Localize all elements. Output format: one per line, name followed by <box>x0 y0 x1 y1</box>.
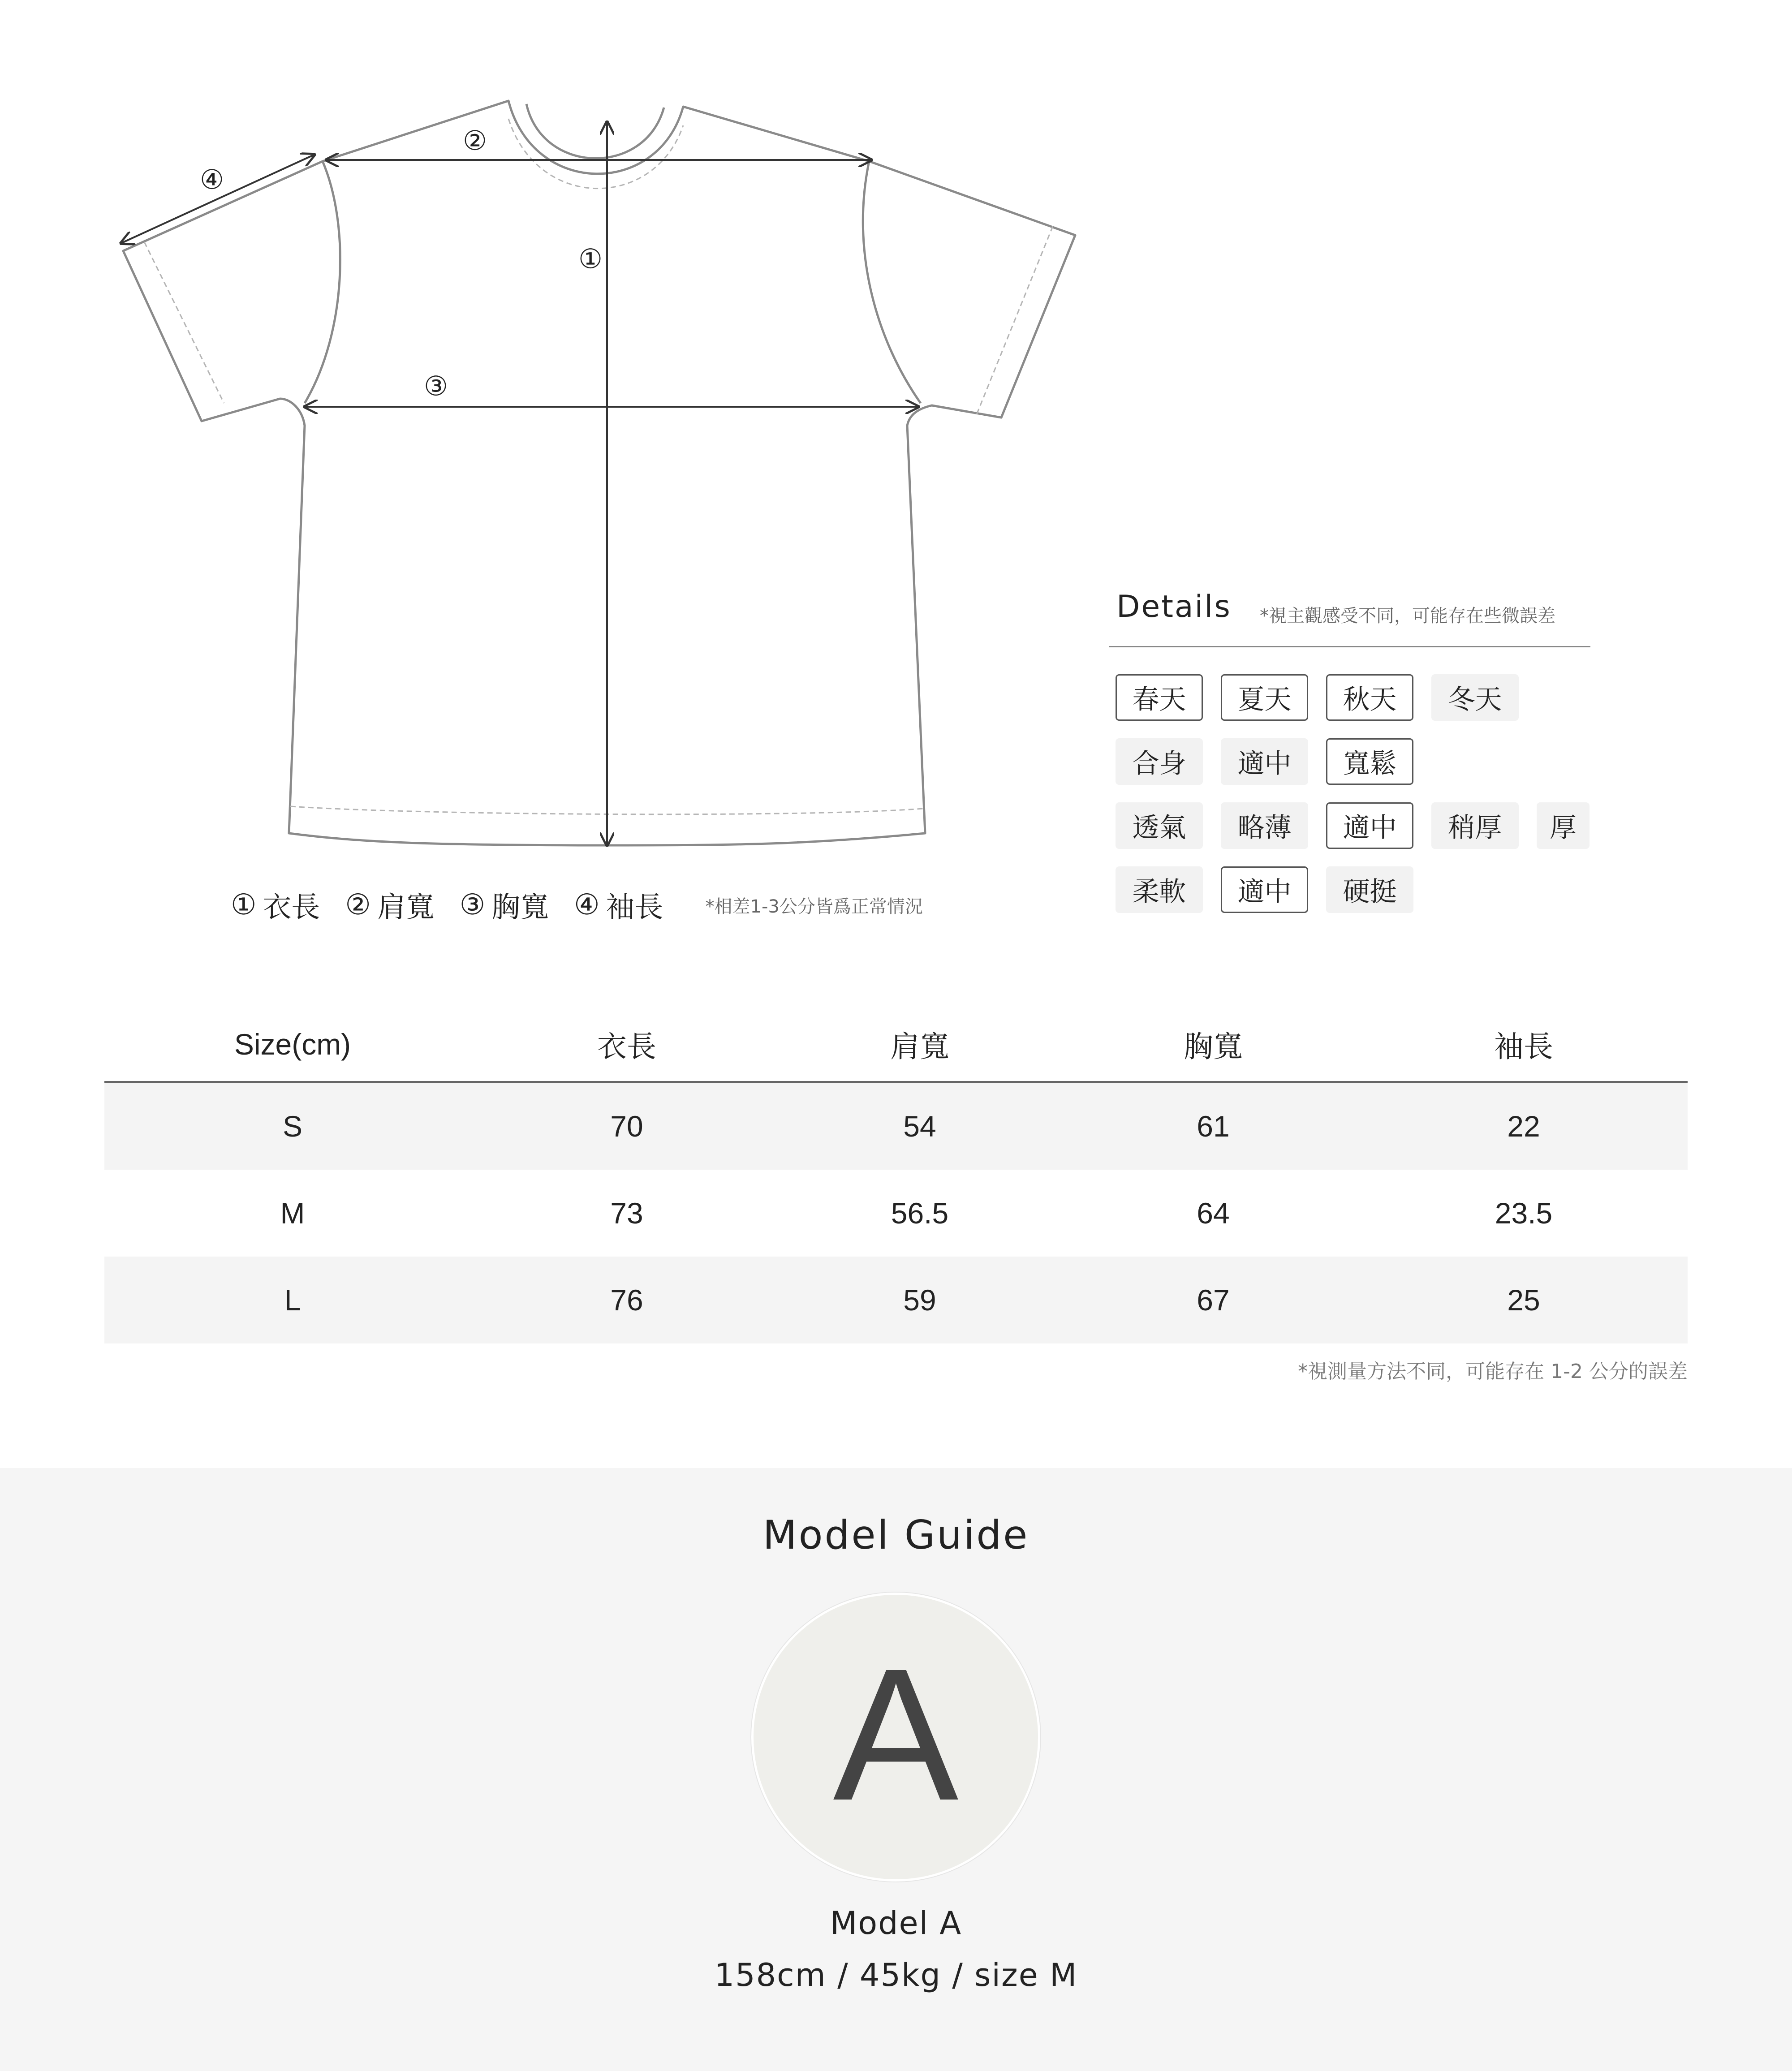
legend-label: 衣長 <box>263 891 320 924</box>
model-name: Model A <box>830 1905 962 1942</box>
table-row <box>104 1083 1688 1170</box>
legend-label: 胸寬 <box>491 891 549 924</box>
header-size: Size(cm) <box>234 1027 351 1061</box>
armhole-right <box>863 161 921 403</box>
tag-thin: 略薄 <box>1221 802 1308 849</box>
collar-stitch <box>508 119 683 189</box>
marker-chest: ③ <box>424 370 448 402</box>
cell-chest: 67 <box>1197 1283 1230 1317</box>
tag-summer: 夏天 <box>1221 674 1308 721</box>
legend-label: 袖長 <box>606 891 663 924</box>
table-row <box>104 1257 1688 1343</box>
tag-winter: 冬天 <box>1431 674 1519 721</box>
tag-breathable: 透氣 <box>1116 802 1203 849</box>
table-row <box>104 1170 1688 1257</box>
cell-chest: 64 <box>1197 1197 1230 1230</box>
cell-length: 73 <box>610 1197 643 1230</box>
cell-shoulder: 59 <box>903 1283 936 1317</box>
marker-sleeve: ④ <box>200 164 224 196</box>
legend-item-sleeve <box>574 884 663 926</box>
armhole-left <box>305 161 340 403</box>
header-shoulder: 肩寬 <box>890 1030 949 1063</box>
cell-shoulder: 54 <box>903 1110 936 1143</box>
marker-body-length: ① <box>578 243 603 275</box>
legend-number: ① <box>231 888 257 921</box>
tshirt-diagram <box>0 0 1098 860</box>
legend-item-shoulder <box>345 884 434 926</box>
collar-inner <box>526 104 664 158</box>
measurement-legend <box>231 885 923 925</box>
details-row-texture <box>1116 866 1413 913</box>
tag-thick: 厚 <box>1537 802 1590 849</box>
model-avatar <box>751 1593 1040 1882</box>
legend-number: ② <box>345 888 371 921</box>
tag-spring: 春天 <box>1116 674 1203 721</box>
details-divider <box>1109 646 1590 647</box>
tag-autumn: 秋天 <box>1326 674 1413 721</box>
size-table <box>104 1007 1688 1343</box>
tag-texture-medium: 適中 <box>1221 866 1308 913</box>
details-row-season <box>1116 674 1519 721</box>
legend-item-chest <box>460 884 549 926</box>
tag-slightly-thick: 稍厚 <box>1431 802 1519 849</box>
legend-number: ③ <box>459 888 486 921</box>
legend-label: 肩寬 <box>377 891 435 924</box>
cell-sleeve: 23.5 <box>1495 1197 1553 1230</box>
cell-sleeve: 25 <box>1507 1283 1540 1317</box>
cell-size: S <box>282 1110 303 1143</box>
cell-length: 76 <box>610 1283 643 1317</box>
header-length: 衣長 <box>597 1030 656 1063</box>
model-guide-title: Model Guide <box>762 1512 1030 1558</box>
tag-fitted: 合身 <box>1116 738 1203 785</box>
cell-chest: 61 <box>1197 1110 1230 1143</box>
cell-length: 70 <box>610 1110 643 1143</box>
header-sleeve: 袖長 <box>1494 1030 1553 1063</box>
legend-note: *相差1-3公分皆爲正常情況 <box>705 896 923 917</box>
details-row-thickness <box>1116 802 1590 849</box>
details-title: Details <box>1116 589 1232 624</box>
table-note: *視測量方法不同，可能存在 1-2 公分的誤差 <box>1298 1360 1688 1383</box>
header-chest: 胸寬 <box>1184 1030 1243 1063</box>
model-avatar-letter: A <box>833 1629 959 1840</box>
cell-sleeve: 22 <box>1507 1110 1540 1143</box>
tag-soft: 柔軟 <box>1116 866 1203 913</box>
shirt-outline <box>123 101 1075 845</box>
tag-thickness-medium: 適中 <box>1326 802 1413 849</box>
model-stats: 158cm / 45kg / size M <box>714 1957 1078 1993</box>
cell-shoulder: 56.5 <box>891 1197 949 1230</box>
table-header-row <box>104 1007 1688 1083</box>
details-note: *視主觀感受不同，可能存在些微誤差 <box>1260 606 1555 626</box>
cell-size: L <box>284 1283 301 1317</box>
tag-stiff: 硬挺 <box>1326 866 1413 913</box>
legend-item-body-length <box>231 884 320 926</box>
tag-fit-regular: 適中 <box>1221 738 1308 785</box>
cell-size: M <box>280 1197 305 1230</box>
legend-number: ④ <box>574 888 600 921</box>
marker-shoulder: ② <box>463 125 487 157</box>
details-row-fit <box>1116 738 1413 785</box>
tag-loose: 寬鬆 <box>1326 738 1413 785</box>
